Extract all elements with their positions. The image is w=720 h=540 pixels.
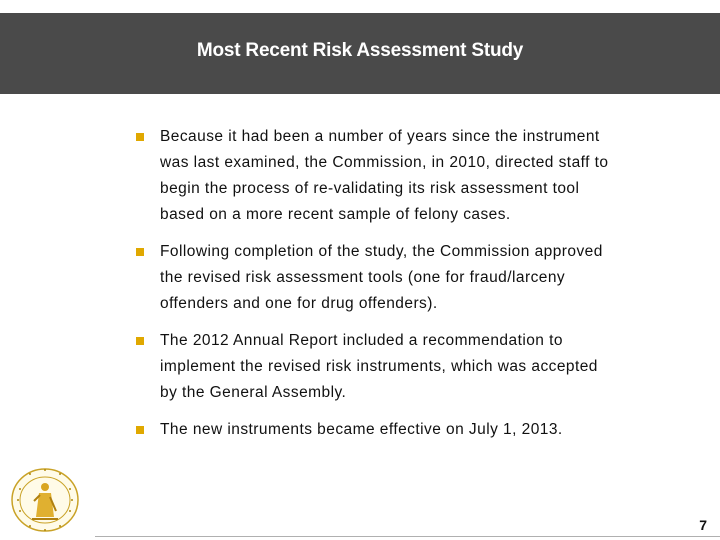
square-bullet-icon [136, 426, 144, 434]
bullet-item [136, 328, 616, 406]
square-bullet-icon [136, 248, 144, 256]
page-number: 7 [699, 517, 707, 533]
footer-divider [95, 536, 720, 537]
square-bullet-icon [136, 133, 144, 141]
bullet-text: Because it had been a number of years since the instrument was last examined, the Commission, in 2010, directed staff to begin the process of re-validating its risk assessment tool based on a more recent sample of felony cases. [160, 128, 609, 223]
slide-title: Most Recent Risk Assessment Study [196, 40, 524, 61]
bullet-text: The 2012 Annual Report included a recommendation to implement the revised risk instruments, which was accepted by the General Assembly. [160, 332, 598, 401]
state-seal-icon [10, 467, 80, 533]
bullet-item [136, 239, 616, 317]
square-bullet-icon [136, 337, 144, 345]
bullet-item [136, 417, 616, 443]
bullet-text: Following completion of the study, the Commission approved the revised risk assessment tools (one for fraud/larceny offenders and one for drug offenders). [160, 243, 603, 312]
bullet-text: The new instruments became effective on July 1, 2013. [160, 421, 563, 438]
bullet-list [136, 124, 616, 454]
bullet-item [136, 124, 616, 228]
